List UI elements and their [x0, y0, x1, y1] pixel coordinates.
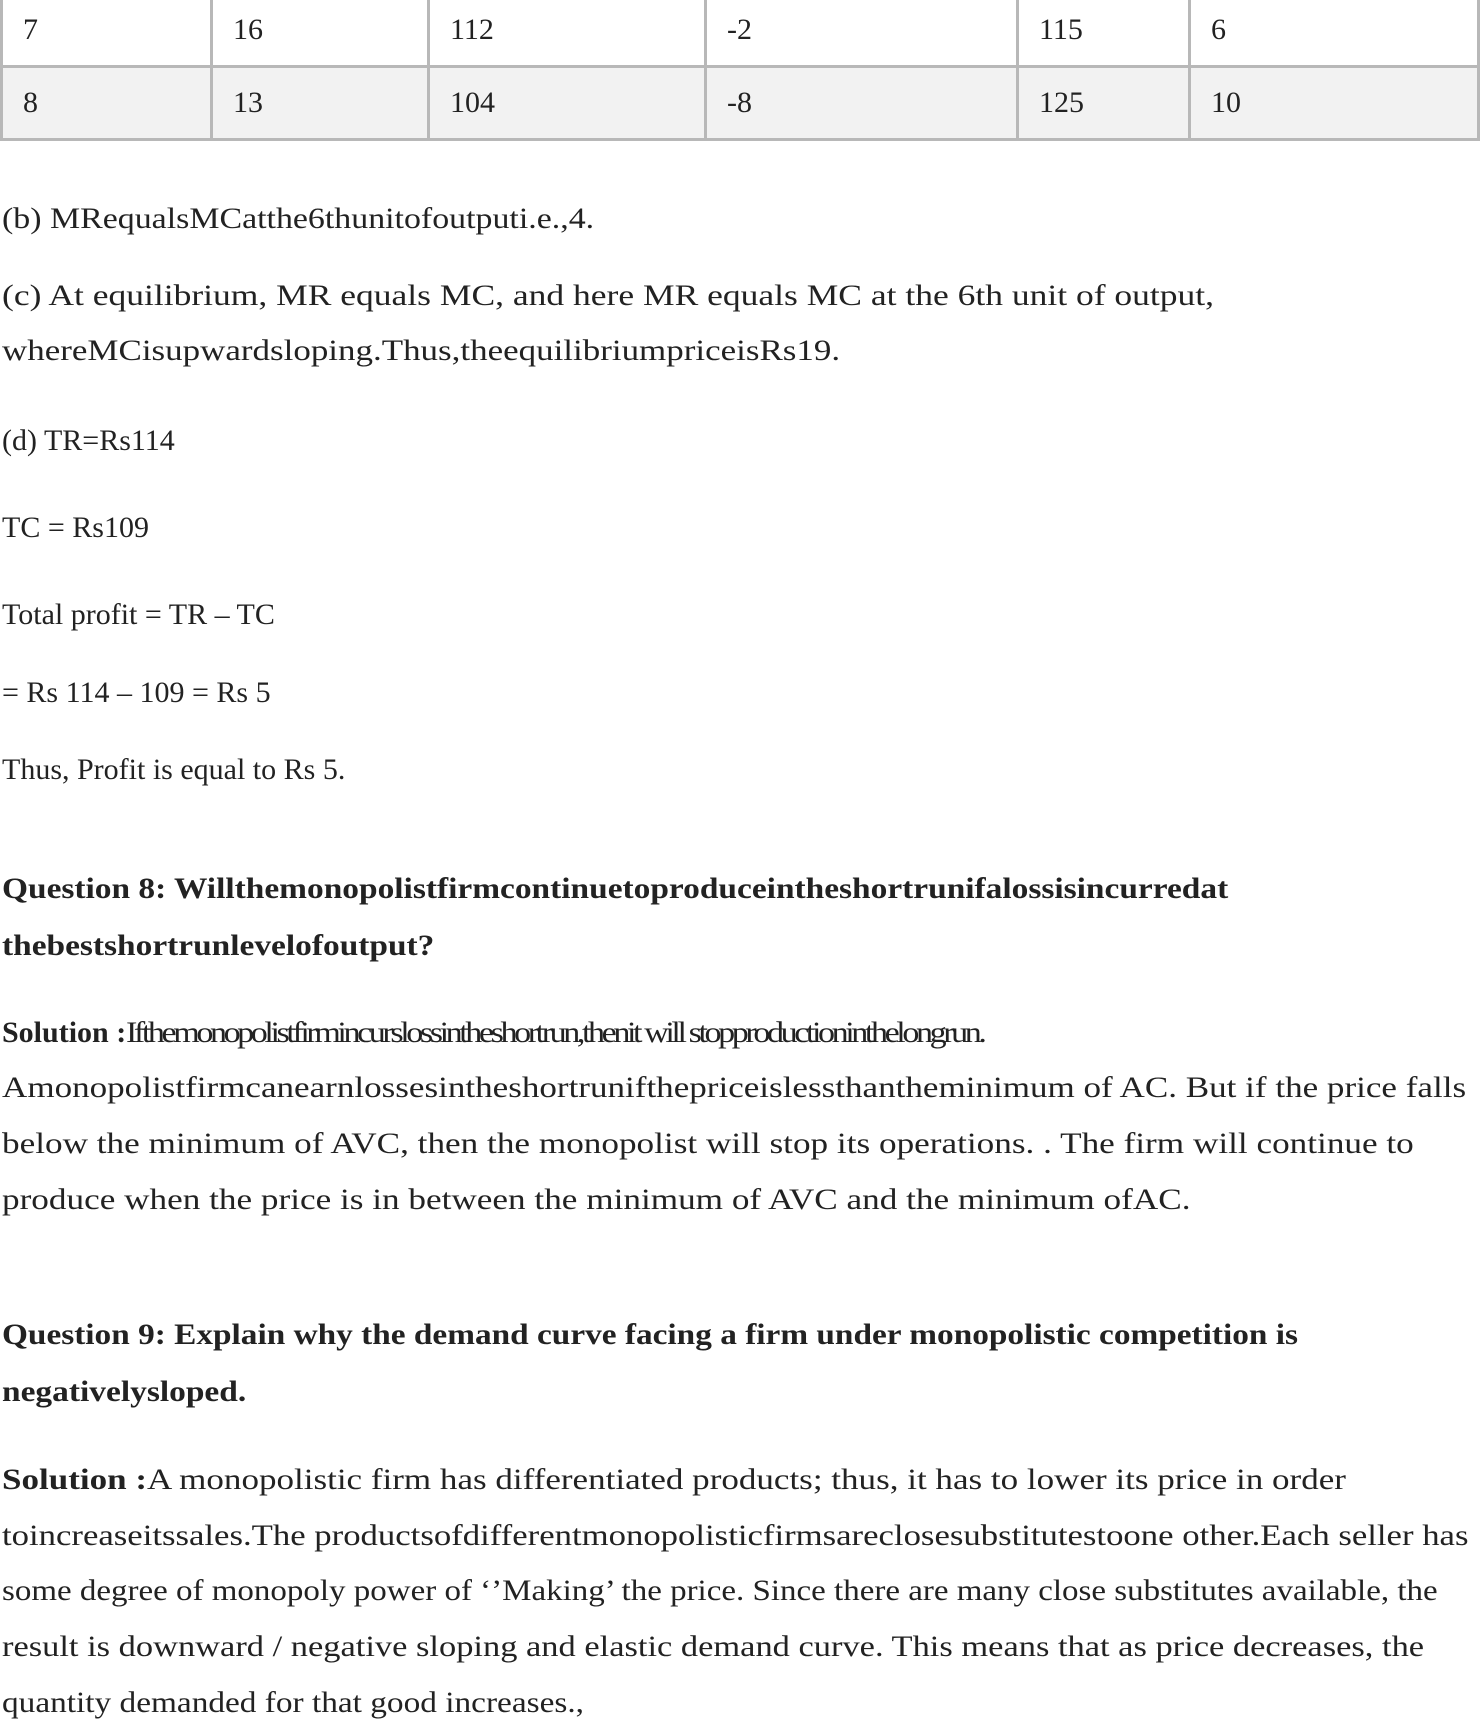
- answer-c-line2: whereMCisupwardsloping.Thus,theequilibriumpriceisRs19.: [2, 334, 841, 367]
- table-cell: 13: [212, 67, 429, 140]
- solution-8-text: Ifthemonopolistfirmincurslossintheshortrun,thenit will stopproductioninthelongrun.: [126, 1016, 984, 1049]
- table-row: [2, 67, 1479, 140]
- table-cell: -8: [706, 67, 1018, 140]
- solution-label: Solution :: [2, 1463, 148, 1496]
- table-cell: 115: [1018, 0, 1190, 67]
- solution-9-line4: result is downward / negative sloping and elastic demand curve. This means that as price decreases, the: [2, 1630, 1425, 1663]
- profit-calculation: = Rs 114 – 109 = Rs 5: [2, 676, 271, 709]
- question-9-line2: negativelysloped.: [2, 1375, 247, 1408]
- solution-8-line4: produce when the price is in between the minimum of AVC and the minimum ofAC.: [2, 1183, 1191, 1216]
- solution-9-line2: toincreaseitssales.The productsofdifferentmonopolisticfirmsareclosesubstitutestoone other.Each seller has: [2, 1519, 1469, 1552]
- answer-d: (d) TR=Rs114: [2, 424, 175, 457]
- answer-b: (b) MRequalsMCatthe6thunitofoutputi.e.,4.: [2, 202, 595, 235]
- table-row: [2, 0, 1479, 67]
- total-cost: TC = Rs109: [2, 511, 149, 544]
- table-cell: -2: [706, 0, 1018, 67]
- solution-9-line1: [2, 1460, 1346, 1500]
- table-cell: 16: [212, 0, 429, 67]
- solution-8-line2: Amonopolistfirmcanearnlossesintheshortrunifthepriceislessthantheminimum of AC. But if the price falls: [2, 1071, 1467, 1104]
- table-cell: 112: [429, 0, 706, 67]
- solution-label: Solution :: [2, 1016, 127, 1049]
- solution-8-line1: [2, 1013, 984, 1053]
- table-cell: 8: [2, 67, 212, 140]
- table-cell: 10: [1190, 67, 1479, 140]
- profit-conclusion: Thus, Profit is equal to Rs 5.: [2, 753, 346, 786]
- table-cell: 104: [429, 67, 706, 140]
- answer-c-line1: (c) At equilibrium, MR equals MC, and here MR equals MC at the 6th unit of output,: [2, 279, 1215, 312]
- data-table: [0, 0, 1480, 141]
- question-8-line2: thebestshortrunlevelofoutput?: [2, 929, 435, 962]
- table-cell: 125: [1018, 67, 1190, 140]
- solution-8-line3: below the minimum of AVC, then the monopolist will stop its operations. . The firm will continue to: [2, 1127, 1414, 1160]
- solution-9-line5: quantity demanded for that good increases.,: [2, 1686, 585, 1719]
- table-cell: 6: [1190, 0, 1479, 67]
- solution-9-text: A monopolistic firm has differentiated products; thus, it has to lower its price in order: [147, 1463, 1346, 1496]
- question-9-line1: Question 9: Explain why the demand curve facing a firm under monopolistic competition is: [2, 1318, 1298, 1351]
- solution-9-line3: some degree of monopoly power of ‘’Making’ the price. Since there are many close substitutes available, the: [2, 1574, 1438, 1607]
- total-profit-formula: Total profit = TR – TC: [2, 598, 275, 631]
- table-cell: 7: [2, 0, 212, 67]
- question-8-line1: Question 8: Willthemonopolistfirmcontinuetoproduceintheshortrunifalossisincurredat: [2, 872, 1229, 905]
